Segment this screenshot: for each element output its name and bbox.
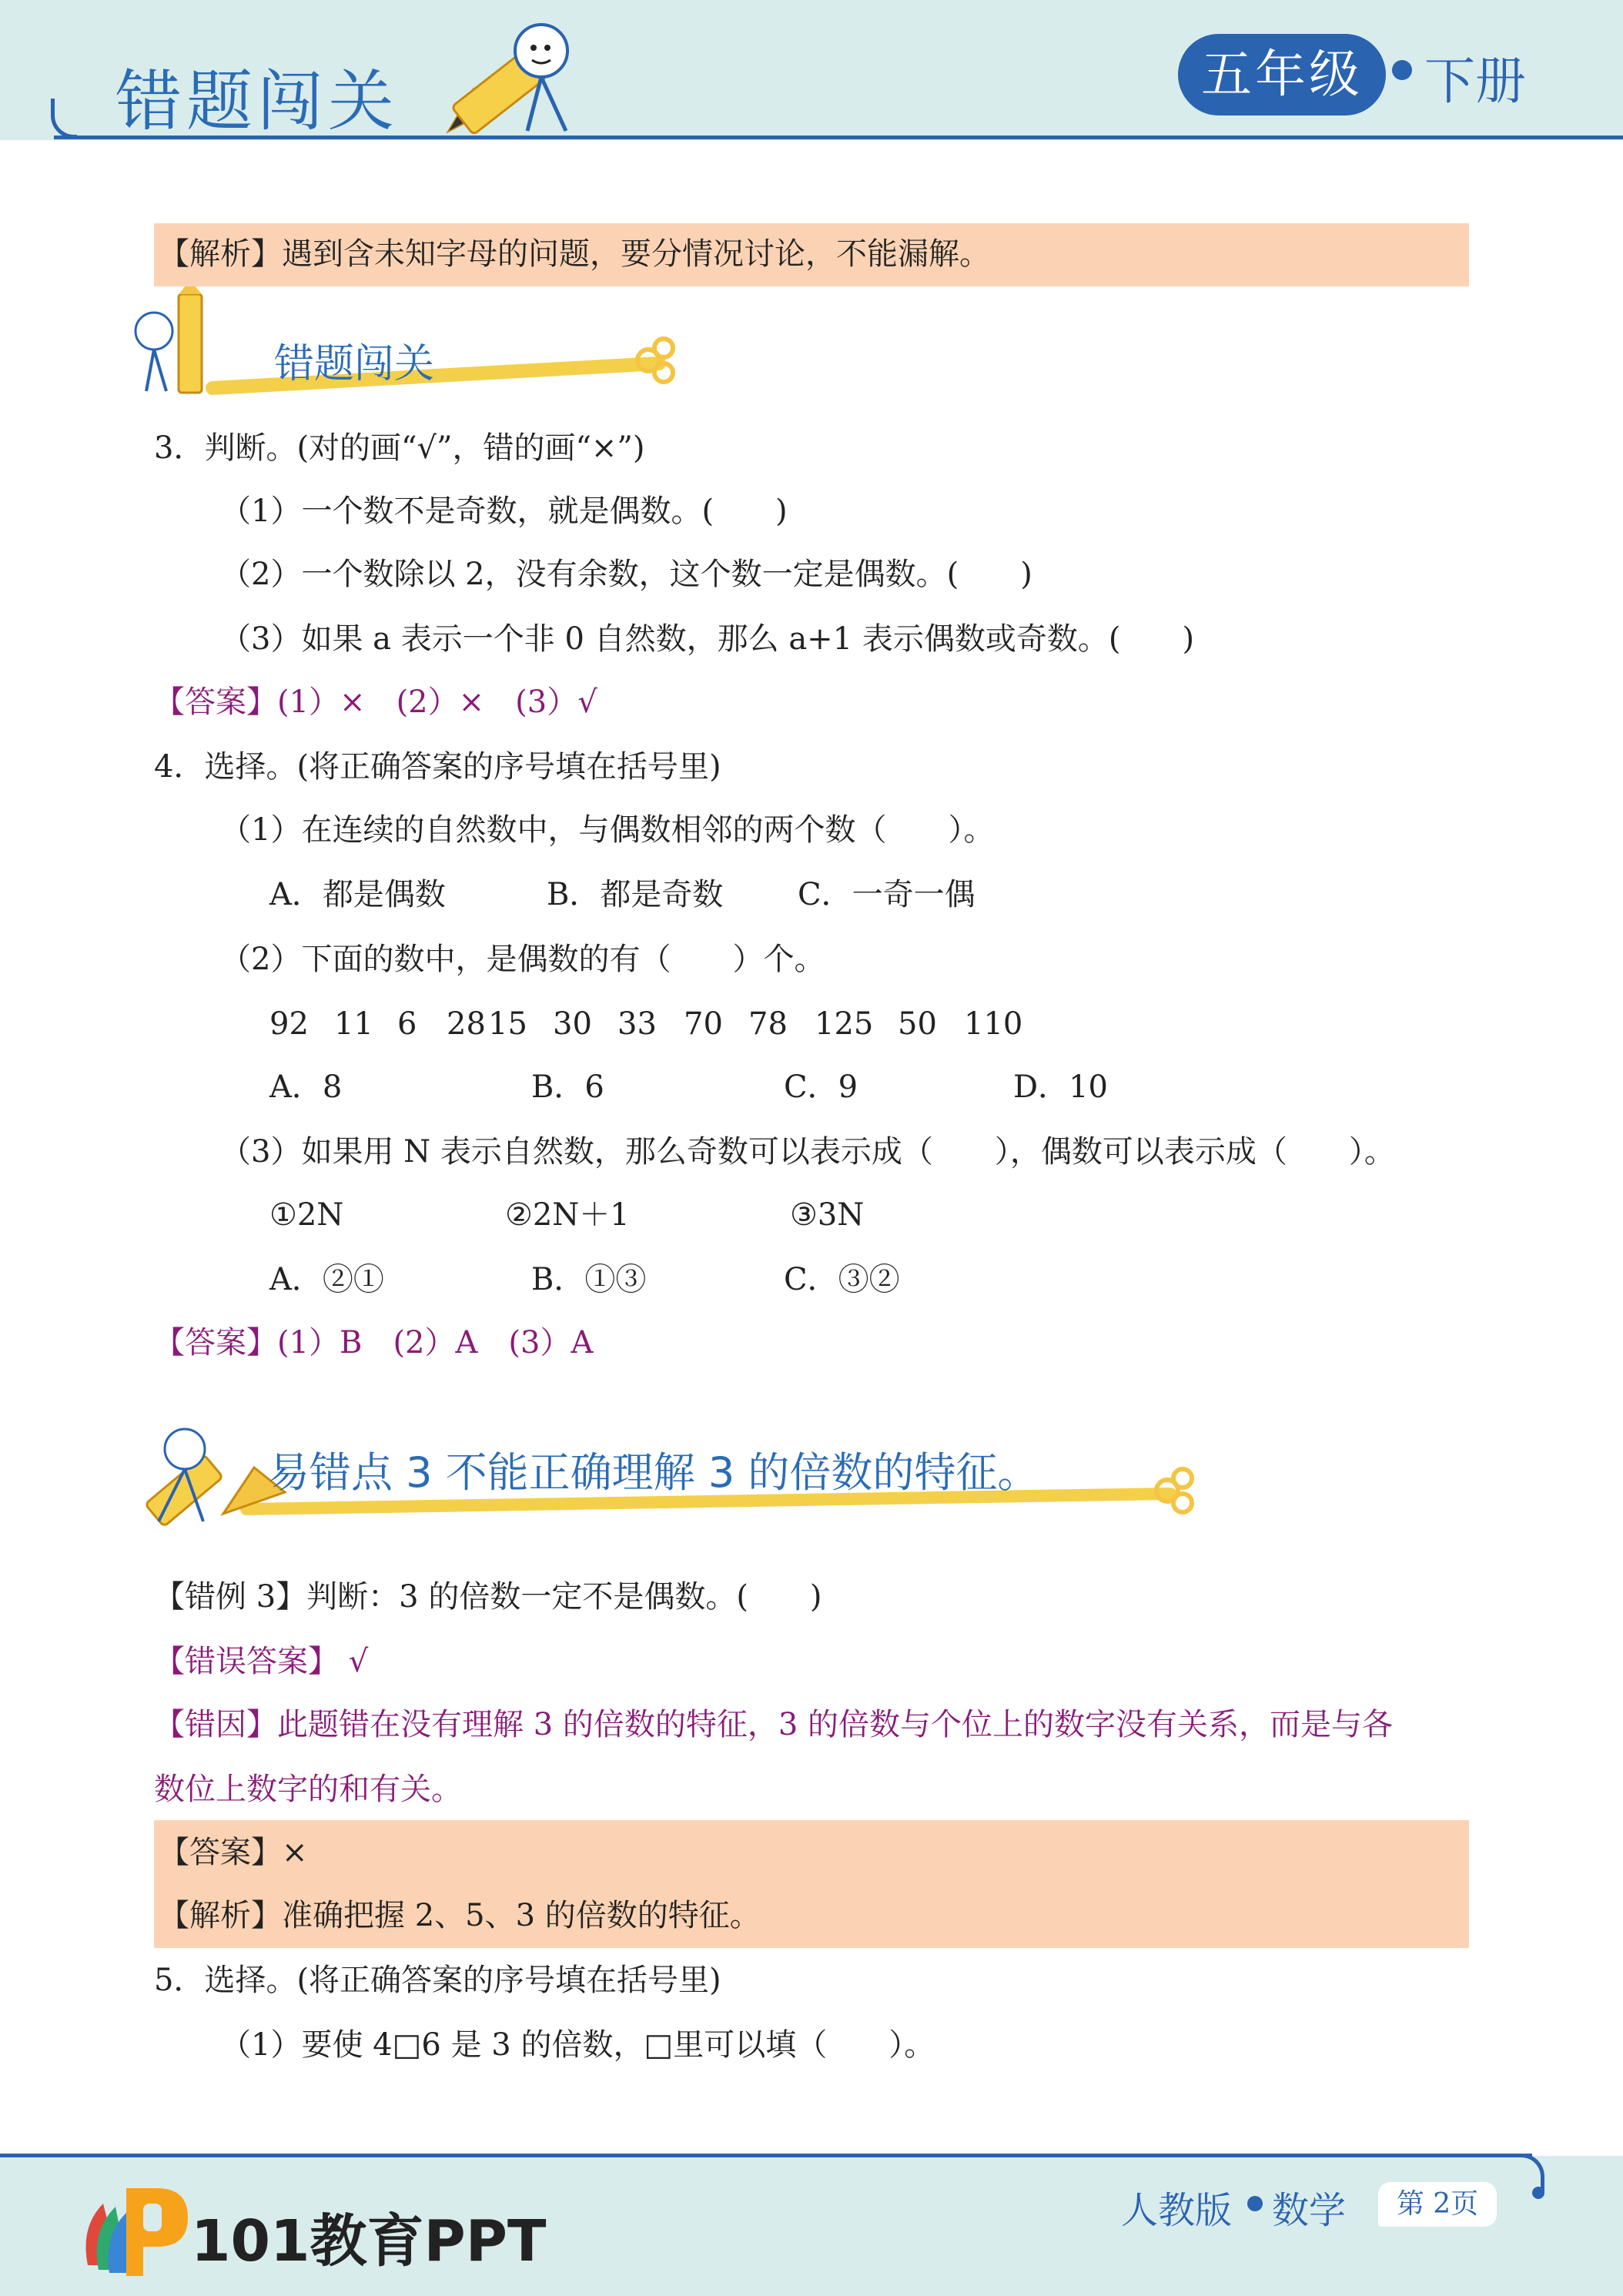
q4-number: 6 (397, 1006, 417, 1042)
volume-label: 下册 (1424, 52, 1526, 111)
section-title-2: 易错点 3 不能正确理解 3 的倍数的特征。 (268, 1448, 1039, 1497)
example3-wrong-answer: 【错误答案】 √ (154, 1644, 369, 1679)
q4-number: 78 (748, 1006, 788, 1042)
section-title-1: 错题闯关 (274, 341, 435, 387)
q4-number: 125 (815, 1006, 874, 1042)
q5-stem: 5．选择。(将正确答案的序号填在括号里) (154, 1963, 721, 1998)
q4-p2-option-a: A．8 (269, 1069, 343, 1105)
edition-label: 人教版 (1121, 2189, 1233, 2232)
q4-answer: 【答案】(1）B (2）A (3）A (154, 1325, 594, 1361)
q4-number: 92 (269, 1006, 309, 1042)
q5-part-1: （1）要使 4□6 是 3 的倍数，□里可以填（ ）。 (220, 2027, 935, 2063)
analysis-top: 【解析】遇到含未知字母的问题，要分情况讨论，不能漏解。 (159, 236, 990, 272)
q4-number: 28 (447, 1006, 486, 1042)
q4-p2-option-d: D．10 (1013, 1069, 1108, 1105)
q4-number: 70 (684, 1006, 723, 1042)
q4-p1-option-a: A．都是偶数 (269, 877, 446, 912)
subject-label: 数学 (1272, 2189, 1347, 2232)
q4-p3-option-b: B．①③ (531, 1262, 647, 1297)
example3-cause-line-1: 【错因】此题错在没有理解 3 的倍数的特征，3 的倍数与个位上的数字没有关系，而是与各 (154, 1707, 1394, 1742)
q4-stem: 4．选择。(将正确答案的序号填在括号里) (154, 749, 721, 785)
q3-stem: 3．判断。(对的画“√”，错的画“×”) (154, 430, 645, 466)
q4-number: 33 (617, 1006, 657, 1042)
example3-cause-line-2: 数位上数字的和有关。 (154, 1772, 462, 1807)
q4-p2-option-b: B．6 (531, 1069, 604, 1105)
example3-answer: 【答案】× (159, 1835, 308, 1870)
q3-answer: 【答案】(1）× (2）× (3）√ (154, 684, 597, 720)
q4-part-3: （3）如果用 N 表示自然数，那么奇数可以表示成（ ），偶数可以表示成（ ）。 (220, 1134, 1395, 1170)
footer-rule (0, 2154, 1532, 2157)
q4-p3-option-a: A．②① (269, 1262, 384, 1297)
q4-p1-option-c: C．一奇一偶 (798, 877, 975, 912)
example3-question: 【错例 3】判断：3 的倍数一定不是偶数。( ) (154, 1579, 822, 1615)
q4-p3-option-c: C．③② (784, 1262, 900, 1297)
brand-logo-icon (72, 2181, 188, 2281)
q4-number: 50 (898, 1006, 937, 1042)
q4-p2-option-c: C．9 (784, 1069, 858, 1105)
q4-part-2: （2）下面的数中，是偶数的有（ ）个。 (220, 942, 825, 977)
q4-p1-option-b: B．都是奇数 (547, 877, 724, 912)
grade-dot (1392, 60, 1412, 80)
q4-number: 30 (553, 1006, 592, 1042)
header-title: 错题闯关 (115, 63, 399, 140)
edition-dot (1247, 2196, 1263, 2211)
pencil-mascot-icon (443, 15, 597, 139)
q4-p3-form-2: ②2N＋1 (505, 1197, 630, 1233)
q3-item-2: （2）一个数除以 2，没有余数，这个数一定是偶数。( ) (220, 557, 1032, 592)
q4-number: 11 (334, 1006, 373, 1042)
page-number: 第 2页 (1378, 2182, 1497, 2227)
q4-part-1: （1）在连续的自然数中，与偶数相邻的两个数（ ）。 (220, 812, 995, 848)
q4-p3-form-1: ①2N (269, 1197, 344, 1233)
example3-analysis: 【解析】准确把握 2、5、3 的倍数的特征。 (159, 1898, 761, 1933)
footer-knob (1532, 2187, 1544, 2199)
brand-name: 101教育PPT (191, 2208, 547, 2274)
q3-item-3: （3）如果 a 表示一个非 0 自然数，那么 a+1 表示偶数或奇数。( ) (220, 621, 1195, 657)
q4-p3-form-3: ③3N (790, 1197, 865, 1233)
q4-number: 15 (488, 1006, 527, 1042)
q3-item-1: （1）一个数不是奇数，就是偶数。( ) (220, 494, 788, 529)
grade-badge: 五年级 (1178, 34, 1386, 115)
q4-number: 110 (964, 1006, 1023, 1042)
